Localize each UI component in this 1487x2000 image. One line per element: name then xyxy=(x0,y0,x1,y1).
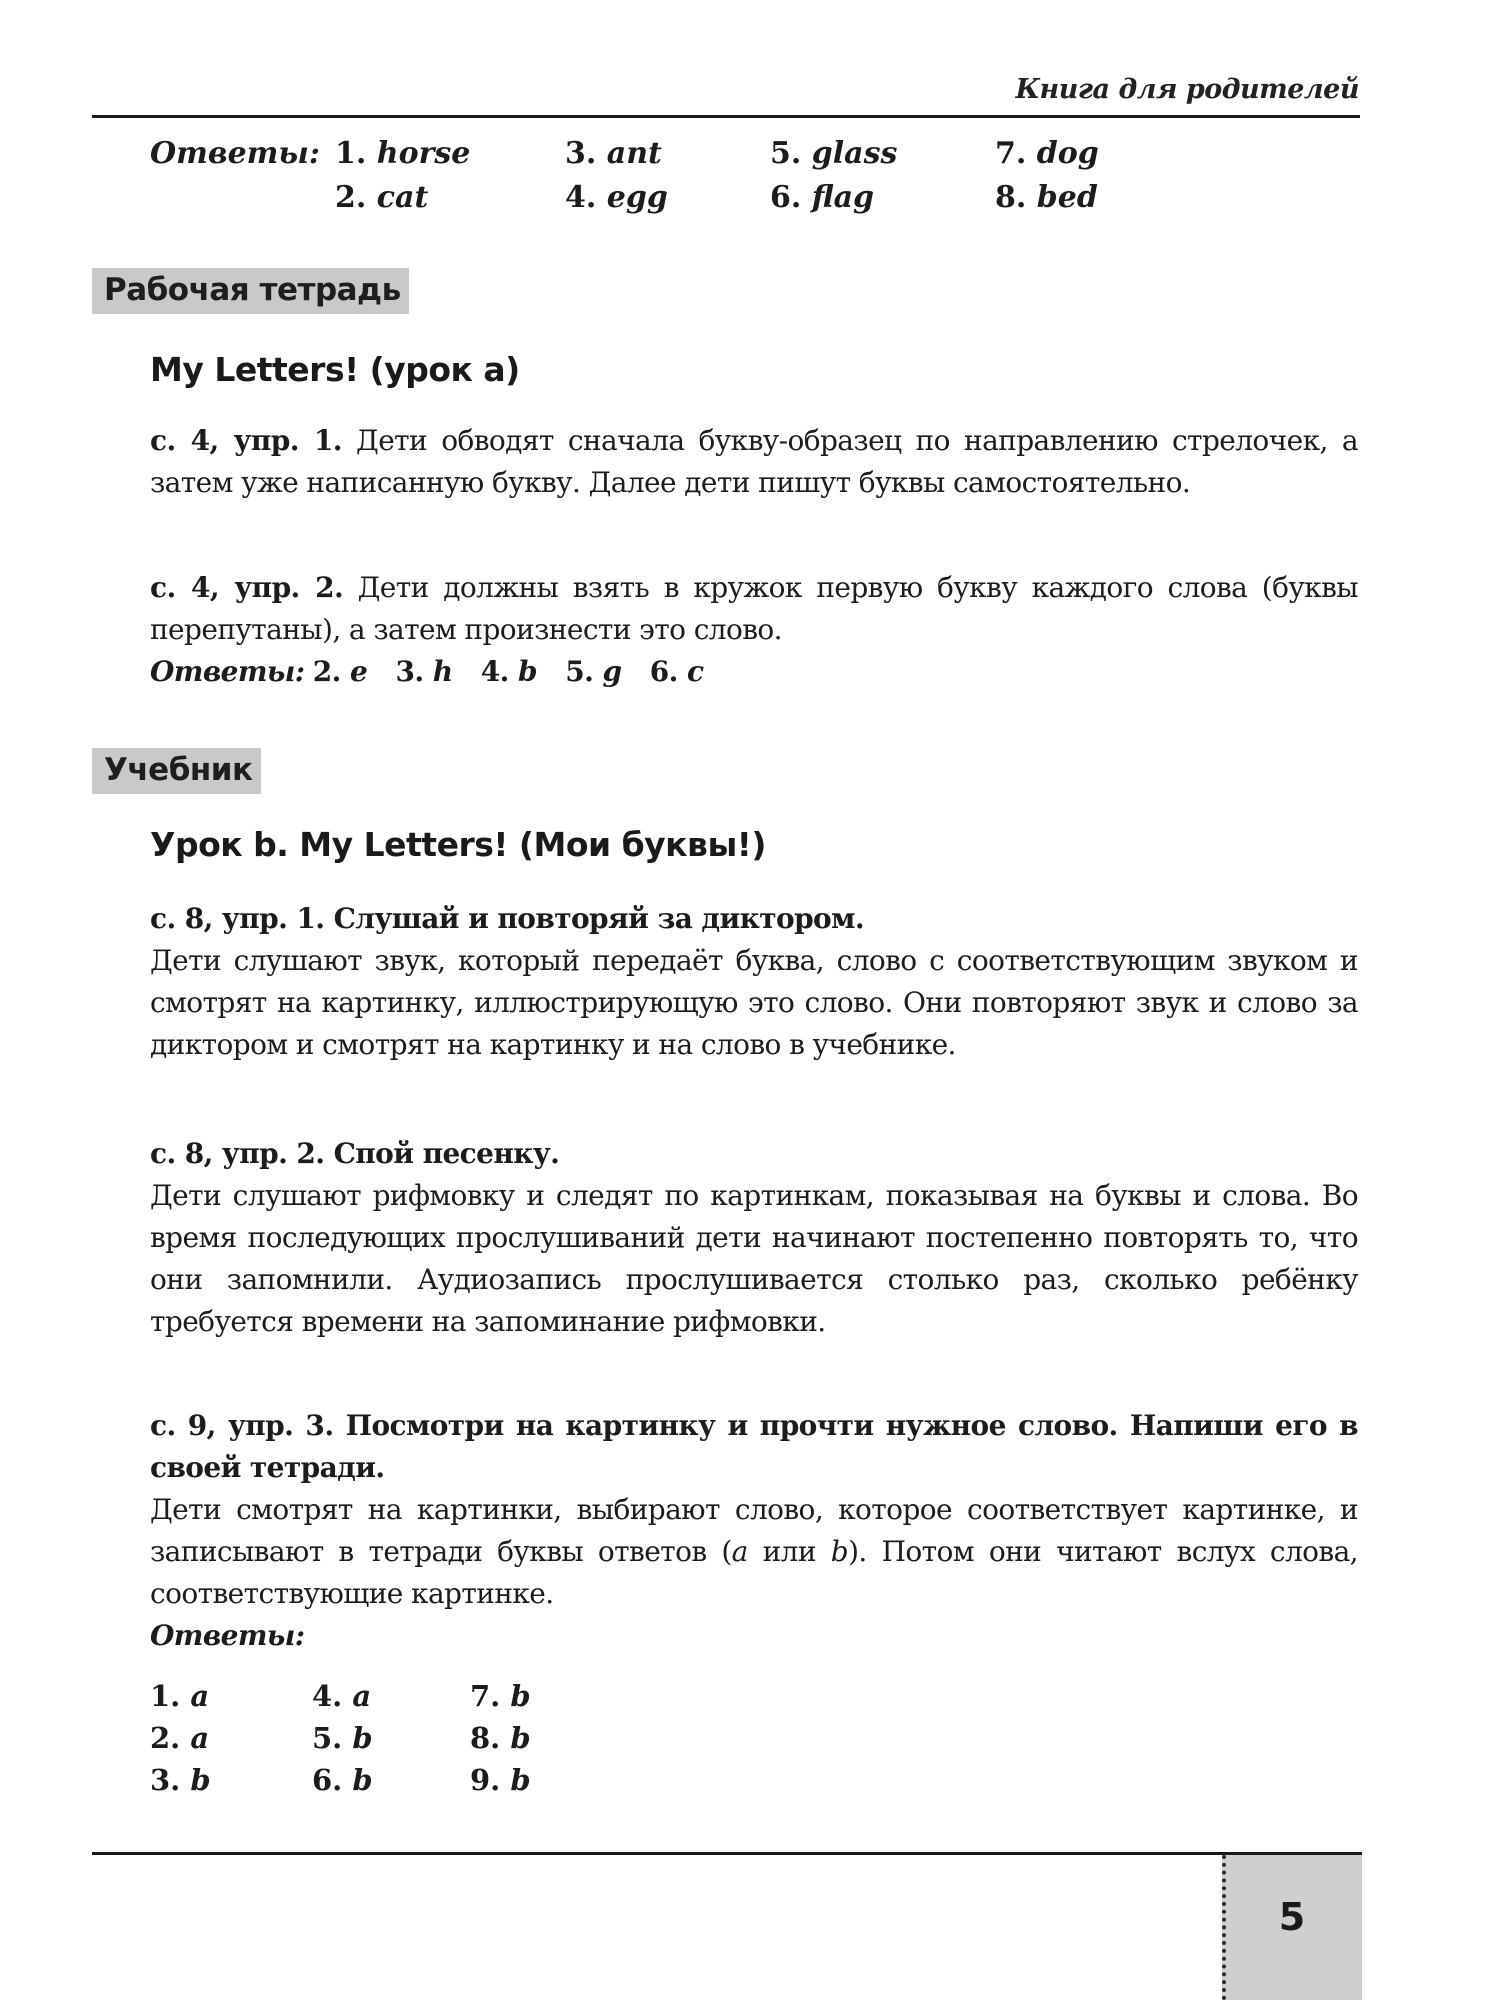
exercise-text: Дети смотрят на картинки, выбирают слово, которое соответствует картинке, и записывают в тетради буквы ответов (a или b). Потом они читают вслух слова, соответствующие картинке. xyxy=(150,1493,1358,1610)
answer-item: 3. ant xyxy=(565,136,662,171)
exercise-ref: с. 8, упр. 2. Спой песенку. xyxy=(150,1137,560,1170)
exercise-text: Дети обводят сначала букву-образец по направлению стрелочек, а затем уже написанную букву. Далее дети пишут буквы самостоятельно. xyxy=(150,424,1358,499)
answer-item: 6. b xyxy=(312,1763,373,1797)
exercise-workbook-1 xyxy=(150,420,1358,504)
exercise-workbook-2 xyxy=(150,567,1358,693)
lesson-title-textbook: Урок b. My Letters! (Мои буквы!) xyxy=(150,825,766,864)
exercise-text: Дети слушают рифмовку и следят по картинкам, показывая на буквы и слова. Во время последующих прослушиваний дети начинают постепенно повторять то, что они запомнили. Аудиозапись прослушивается столько раз, сколько ребёнку требуется времени на запоминание рифмовки. xyxy=(150,1179,1358,1338)
section-tag-textbook: Учебник xyxy=(92,748,261,794)
answer-item: 3. b xyxy=(150,1763,211,1797)
answer-item: 1. horse xyxy=(335,136,471,171)
exercise-textbook-2 xyxy=(150,1133,1358,1343)
lesson-title-workbook: My Letters! (урок a) xyxy=(150,350,520,389)
footer-rule xyxy=(92,1852,1362,1855)
answer-item: 1. a xyxy=(150,1679,210,1713)
answer-item: 6. c xyxy=(649,655,704,688)
running-header-title: Книга для родителей xyxy=(1015,74,1359,105)
exercise-ref: с. 4, упр. 2. xyxy=(150,571,344,604)
answers-label: Ответы: xyxy=(150,136,321,171)
answer-item: 2. e xyxy=(312,655,368,688)
answer-item: 8. b xyxy=(470,1721,531,1755)
answer-item: 7. b xyxy=(470,1679,531,1713)
answer-item: 9. b xyxy=(470,1763,531,1797)
page-number: 5 xyxy=(1278,1895,1306,1939)
exercise-textbook-1 xyxy=(150,898,1358,1066)
exercise-textbook-3 xyxy=(150,1405,1358,1657)
answers-label: Ответы: xyxy=(150,1619,305,1652)
exercise-text: Дети слушают звук, который передаёт буква, слово с соответствующим звуком и смотрят на картинку, иллюстрирующую это слово. Они повторяют звук и слово за диктором и смотрят на картинку и на слово в учебнике. xyxy=(150,944,1358,1061)
answer-item: 5. glass xyxy=(770,136,898,171)
answer-item: 4. a xyxy=(312,1679,372,1713)
answer-item: 2. cat xyxy=(335,180,429,215)
answers-label: Ответы: xyxy=(150,655,305,688)
answer-item: 5. b xyxy=(312,1721,373,1755)
answer-item: 2. a xyxy=(150,1721,210,1755)
exercise-ref: с. 4, упр. 1. xyxy=(150,424,342,457)
header-rule xyxy=(92,115,1360,118)
answer-item: 6. flag xyxy=(770,180,875,215)
exercise-text: Дети должны взять в кружок первую букву каждого слова (буквы перепутаны), а затем произнести это слово. xyxy=(150,571,1358,646)
answer-item: 5. g xyxy=(565,655,622,688)
answer-item: 7. dog xyxy=(995,136,1099,171)
section-tag-workbook: Рабочая тетрадь xyxy=(92,268,409,314)
answer-item: 8. bed xyxy=(995,180,1098,215)
answer-item: 4. b xyxy=(480,655,537,688)
answer-item: 4. egg xyxy=(565,180,668,215)
answer-item: 3. h xyxy=(395,655,453,688)
exercise-ref: с. 8, упр. 1. Слушай и повторяй за диктором. xyxy=(150,902,865,935)
exercise-ref: с. 9, упр. 3. Посмотри на картинку и прочти нужное слово. Напиши его в своей тетради. xyxy=(150,1409,1358,1484)
